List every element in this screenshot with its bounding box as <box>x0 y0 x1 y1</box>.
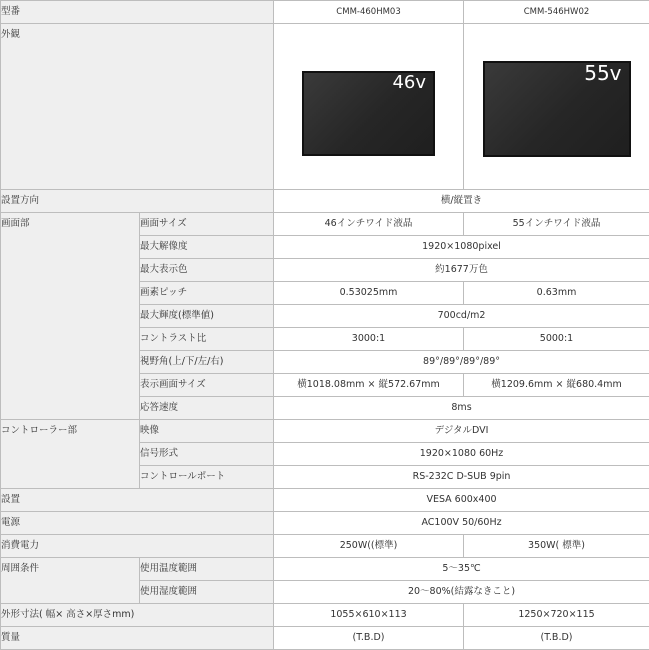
power-source-label: 電源 <box>1 512 274 535</box>
display-row-label: 画素ピッチ <box>140 282 274 305</box>
controller-cell: 1920×1080 60Hz <box>274 443 649 466</box>
weight-label: 質量 <box>1 627 274 650</box>
row-weight <box>1 627 649 650</box>
dimensions-label: 外形寸法( 幅× 高さ×厚さmm) <box>1 604 274 627</box>
row-model <box>1 1 649 24</box>
row-consumption <box>1 535 649 558</box>
display-cell: 89°/89°/89°/89° <box>274 351 649 374</box>
controller-cell: RS-232C D-SUB 9pin <box>274 466 649 489</box>
row-power-source <box>1 512 649 535</box>
dimensions-value-1: 1055×610×113 <box>274 604 464 627</box>
monitor-55-image <box>483 61 631 157</box>
power-source-value: AC100V 50/60Hz <box>274 512 649 535</box>
display-cell: 0.53025mm <box>274 282 464 305</box>
display-row-label: 画面サイズ <box>140 213 274 236</box>
display-cell: 5000:1 <box>464 328 649 351</box>
controller-section-label: コントローラー部 <box>1 420 140 489</box>
display-cell: 8ms <box>274 397 649 420</box>
environment-cell: 5〜35℃ <box>274 558 649 581</box>
row-screen-size <box>1 213 649 236</box>
environment-section-label: 周囲条件 <box>1 558 140 604</box>
row-orientation <box>1 190 649 213</box>
display-cell: 700cd/m2 <box>274 305 649 328</box>
environment-cell: 20〜80%(結露なきこと) <box>274 581 649 604</box>
display-cell: 約1677万色 <box>274 259 649 282</box>
controller-row-label: 映像 <box>140 420 274 443</box>
consumption-value-2: 350W( 標準) <box>464 535 649 558</box>
display-cell: 46インチワイド液晶 <box>274 213 464 236</box>
row-video <box>1 420 649 443</box>
exterior-image-2 <box>464 24 649 190</box>
weight-value-1: (T.B.D) <box>274 627 464 650</box>
orientation-value: 横/縦置き <box>274 190 649 213</box>
controller-row-label: コントロールポート <box>140 466 274 489</box>
screen-size-55: 55v <box>584 67 621 79</box>
row-temperature <box>1 558 649 581</box>
exterior-label: 外観 <box>1 24 274 190</box>
model-1: CMM-460HM03 <box>274 1 464 24</box>
consumption-label: 消費電力 <box>1 535 274 558</box>
installation-label: 設置 <box>1 489 274 512</box>
installation-value: VESA 600x400 <box>274 489 649 512</box>
display-section-label: 画面部 <box>1 213 140 420</box>
display-cell: 横1018.08mm × 縦572.67mm <box>274 374 464 397</box>
consumption-value-1: 250W((標準) <box>274 535 464 558</box>
controller-cell: デジタルDVI <box>274 420 649 443</box>
display-cell: 3000:1 <box>274 328 464 351</box>
weight-value-2: (T.B.D) <box>464 627 649 650</box>
row-installation <box>1 489 649 512</box>
display-cell: 1920×1080pixel <box>274 236 649 259</box>
display-row-label: 最大表示色 <box>140 259 274 282</box>
model-label: 型番 <box>1 1 274 24</box>
exterior-image-1 <box>274 24 464 190</box>
display-row-label: 応答速度 <box>140 397 274 420</box>
display-row-label: 最大解像度 <box>140 236 274 259</box>
orientation-label: 設置方向 <box>1 190 274 213</box>
display-cell: 0.63mm <box>464 282 649 305</box>
controller-row-label: 信号形式 <box>140 443 274 466</box>
row-dimensions <box>1 604 649 627</box>
display-row-label: 最大輝度(標準値) <box>140 305 274 328</box>
row-exterior <box>1 24 649 190</box>
display-cell: 横1209.6mm × 縦680.4mm <box>464 374 649 397</box>
model-2: CMM-546HW02 <box>464 1 649 24</box>
display-row-label: 表示画面サイズ <box>140 374 274 397</box>
display-row-label: コントラスト比 <box>140 328 274 351</box>
environment-row-label: 使用温度範囲 <box>140 558 274 581</box>
display-row-label: 視野角(上/下/左/右) <box>140 351 274 374</box>
dimensions-value-2: 1250×720×115 <box>464 604 649 627</box>
environment-row-label: 使用湿度範囲 <box>140 581 274 604</box>
screen-size-46: 46v <box>392 77 426 89</box>
display-cell: 55インチワイド液晶 <box>464 213 649 236</box>
monitor-46-image <box>302 71 435 156</box>
